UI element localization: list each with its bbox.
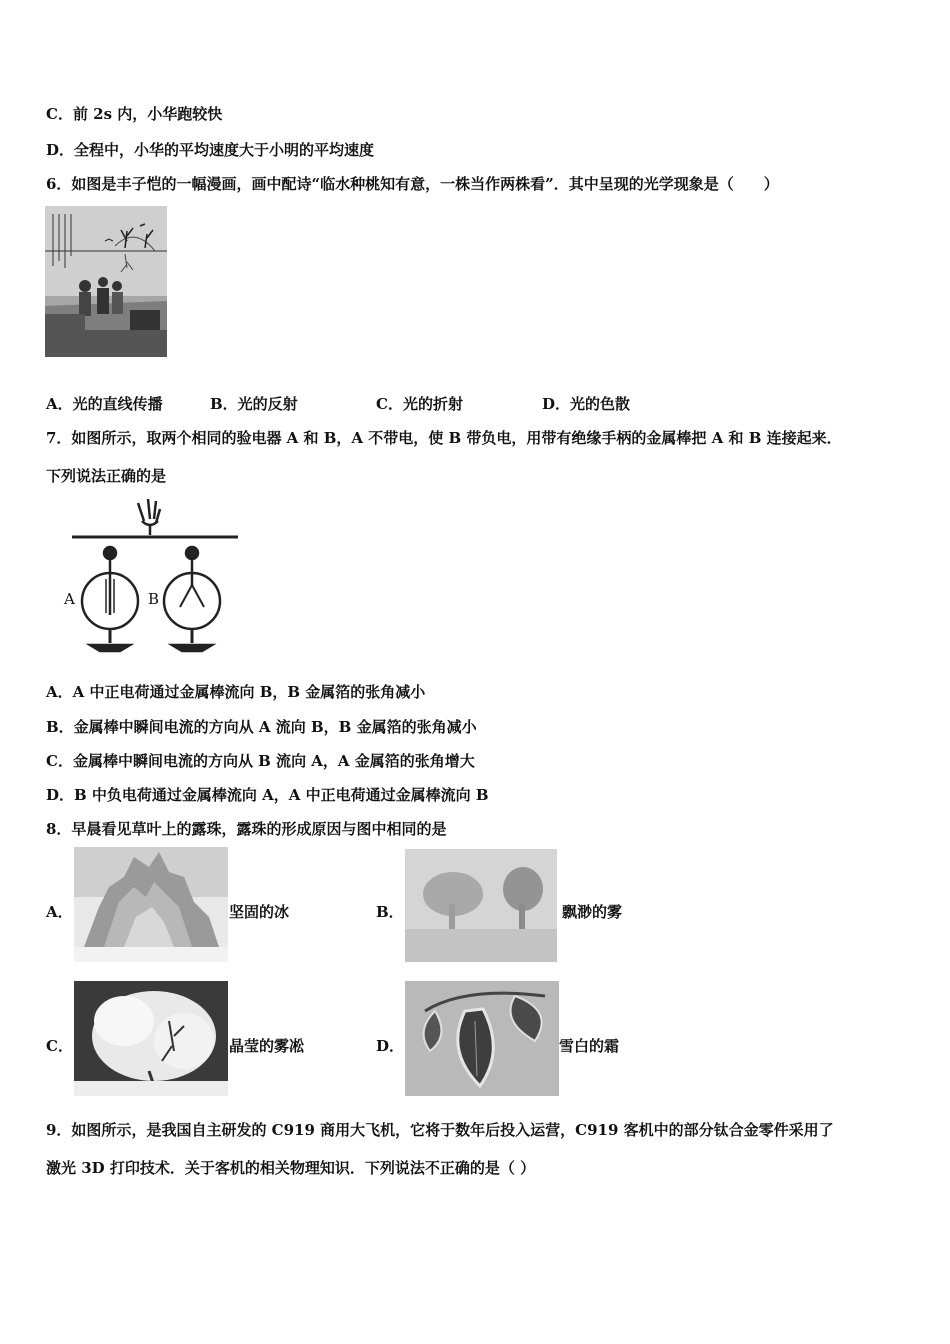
frost-image — [405, 981, 559, 1096]
q8-option-d-caption: 雪白的霜 — [559, 1037, 620, 1055]
q8-option-a-caption: 坚固的冰 — [229, 903, 290, 921]
q5-option-d: D．全程中，小华的平均速度大于小明的平均速度 — [46, 141, 375, 159]
q7-stem-line1: 7．如图所示，取两个相同的验电器 A 和 B，A 不带电，使 B 带负电，用带有绝缘手柄的金属棒把 A 和 B 连接起来． — [46, 429, 842, 447]
q7-electroscope-diagram — [60, 495, 250, 660]
q7-stem-line2: 下列说法正确的是 — [46, 467, 167, 485]
q6-option-a: A．光的直线传播 — [46, 395, 163, 413]
label-a: A — [64, 590, 75, 608]
q8-option-d-letter: D． — [376, 1037, 405, 1055]
q6-option-c: C．光的折射 — [376, 395, 463, 413]
rime-image — [74, 981, 228, 1096]
q5-option-c: C．前 2s 内，小华跑较快 — [46, 105, 223, 123]
q7-option-b: B．金属棒中瞬间电流的方向从 A 流向 B，B 金属箔的张角减小 — [46, 718, 477, 736]
q7-option-c: C．金属棒中瞬间电流的方向从 B 流向 A，A 金属箔的张角增大 — [46, 752, 475, 770]
q8-option-b-letter: B． — [376, 903, 404, 921]
q8-option-c-letter: C． — [46, 1037, 73, 1055]
q9-stem-line2: 激光 3D 打印技术．关于客机的相关物理知识．下列说法不正确的是（ ） — [46, 1159, 536, 1177]
q6-stem: 6．如图是丰子恺的一幅漫画，画中配诗“临水种桃知有意，一株当作两株看”．其中呈现的光学现象是（ ） — [46, 175, 779, 193]
q8-option-c-caption: 晶莹的雾凇 — [229, 1037, 305, 1055]
fog-image — [405, 849, 557, 962]
q6-option-d: D．光的色散 — [542, 395, 631, 413]
label-b: B — [148, 590, 160, 608]
ice-image — [74, 847, 228, 962]
q7-option-a: A．A 中正电荷通过金属棒流向 B，B 金属箔的张角减小 — [46, 683, 426, 701]
q8-option-b-caption: 飘渺的雾 — [562, 903, 623, 921]
q8-option-a-letter: A． — [46, 903, 73, 921]
q8-stem: 8．早晨看见草叶上的露珠，露珠的形成原因与图中相同的是 — [46, 820, 447, 838]
q9-stem-line1: 9．如图所示，是我国自主研发的 C919 商用大飞机，它将于数年后投入运营，C919 客机中的部分钛合金零件采用了 — [46, 1121, 834, 1139]
q6-option-b: B．光的反射 — [210, 395, 298, 413]
q6-cartoon-image — [45, 206, 167, 357]
q7-option-d: D．B 中负电荷通过金属棒流向 A，A 中正电荷通过金属棒流向 B — [46, 786, 489, 804]
